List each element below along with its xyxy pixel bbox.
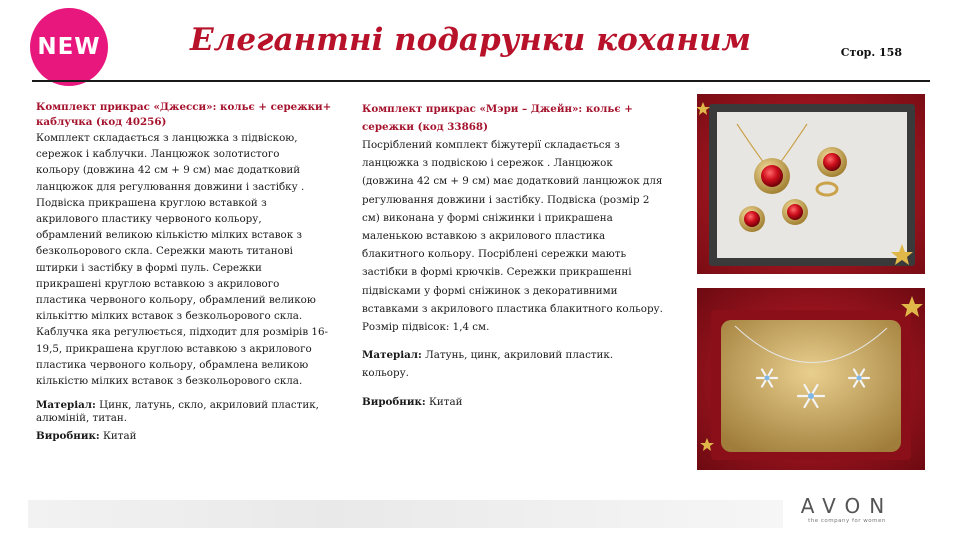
product-2-line: ланцюжка з подвіскою і сережок . Ланцюжок: [362, 157, 613, 170]
product-2-line: застібки в формі крючків. Сережки прикрашенні: [362, 266, 632, 279]
product-1-maker: [36, 428, 336, 444]
material-label: Матеріал:: [362, 349, 422, 362]
product-1-line: безкольорового скла. Сережки мають титанові: [36, 245, 293, 258]
brand-tagline: the company for women: [808, 518, 886, 524]
product-1-line: кількістю мілких вставок з безкольорового скла.: [36, 375, 303, 388]
footer-bar: [28, 500, 783, 528]
product-1-line: акрилового пластику червоного кольору,: [36, 213, 262, 226]
product-1-line: прикрашені круглою вставкою з акрилового: [36, 277, 280, 290]
product-2-photo: [697, 288, 925, 470]
product-2-maker: [362, 393, 667, 411]
product-2-line: Посріблений комплект біжутерії складається з: [362, 139, 620, 151]
brand-wordmark: AVON: [800, 494, 894, 518]
product-1-line: кольору (довжина 42 см + 9 см) має додатковий: [36, 164, 301, 177]
product-1-line: 19,5, прикрашена круглою вставкою з акрилового: [36, 342, 312, 355]
product-1-line: сережок і каблучки. Ланцюжок золотистого: [36, 148, 280, 161]
product-2-material: [362, 346, 667, 364]
product-1-line: ланцюжок для регулювання довжини і застібку .: [36, 180, 305, 193]
product-2-line: вставками з акрилового пластика блакитного кольору.: [362, 302, 663, 315]
product-1-line: обрамлений великою кількістю мілких вставок з: [36, 229, 303, 242]
product-1-line: пластика червоного кольору, обрамлений великою: [36, 294, 316, 307]
material-label: Матеріал:: [36, 399, 96, 412]
product-2-line: блакитного кольору. Посріблені сережки мають: [362, 248, 627, 261]
page-number: Стор. 158: [840, 46, 902, 59]
product-1-line: кількіттю мілких вставок з безкольорового скла.: [36, 310, 303, 323]
product-1-line: Каблучка яка регулюється, підходит для розмірів 16-: [36, 326, 328, 339]
maker-value: Китай: [425, 395, 463, 408]
maker-label: Виробник:: [362, 395, 426, 408]
product-1-line: штирки і застібку в формі пуль. Сережки: [36, 261, 262, 274]
product-1-line: пластика червоного кольору, обрамлена великою: [36, 358, 309, 371]
material-value: Цинк, латунь, скло, акриловий пластик, алюміній, титан.: [36, 399, 319, 425]
product-2-description: [362, 100, 667, 411]
product-1-material: [36, 399, 336, 425]
material-value: Латунь, цинк, акриловий пластик.: [421, 349, 614, 362]
maker-label: Виробник:: [36, 430, 100, 443]
product-1-description: [36, 100, 336, 444]
brand-logo: [792, 494, 902, 534]
product-2-material-extra: кольору.: [362, 367, 409, 380]
product-1-line: Подвіска прикрашена круглою вставкой з: [36, 196, 267, 209]
product-2-line: (довжина 42 см + 9 см) має додатковий ланцюжок для: [362, 175, 663, 188]
product-1-photo: [697, 94, 925, 274]
new-badge: [30, 8, 108, 86]
maker-value: Китай: [99, 430, 137, 443]
product-1-title: Комплект прикрас «Джесси»: кольє + сережки+ каблучка (код 40256): [36, 101, 332, 128]
product-2-line: см) виконана у формі сніжинки і прикрашена: [362, 211, 613, 224]
product-2-line: Розмір підвісок: 1,4 см.: [362, 321, 490, 334]
new-badge-text: NEW: [37, 34, 101, 60]
page-title: Елегантні подарунки коханим: [190, 22, 751, 58]
product-2-line: підвісками у формі сніжинок з декоративними: [362, 284, 618, 297]
product-2-title: Комплект прикрас «Мэри – Джейн»: кольє + сережки (код 33868): [362, 103, 633, 133]
product-2-line: маленькою вставкою з акрилового пластика: [362, 230, 606, 243]
product-1-line: Комплект складається з ланцюжка з підвіскою,: [36, 132, 298, 144]
header-divider: [32, 80, 930, 82]
product-2-line: регулювання довжини і застібку. Подвіска (розмір 2: [362, 193, 650, 206]
